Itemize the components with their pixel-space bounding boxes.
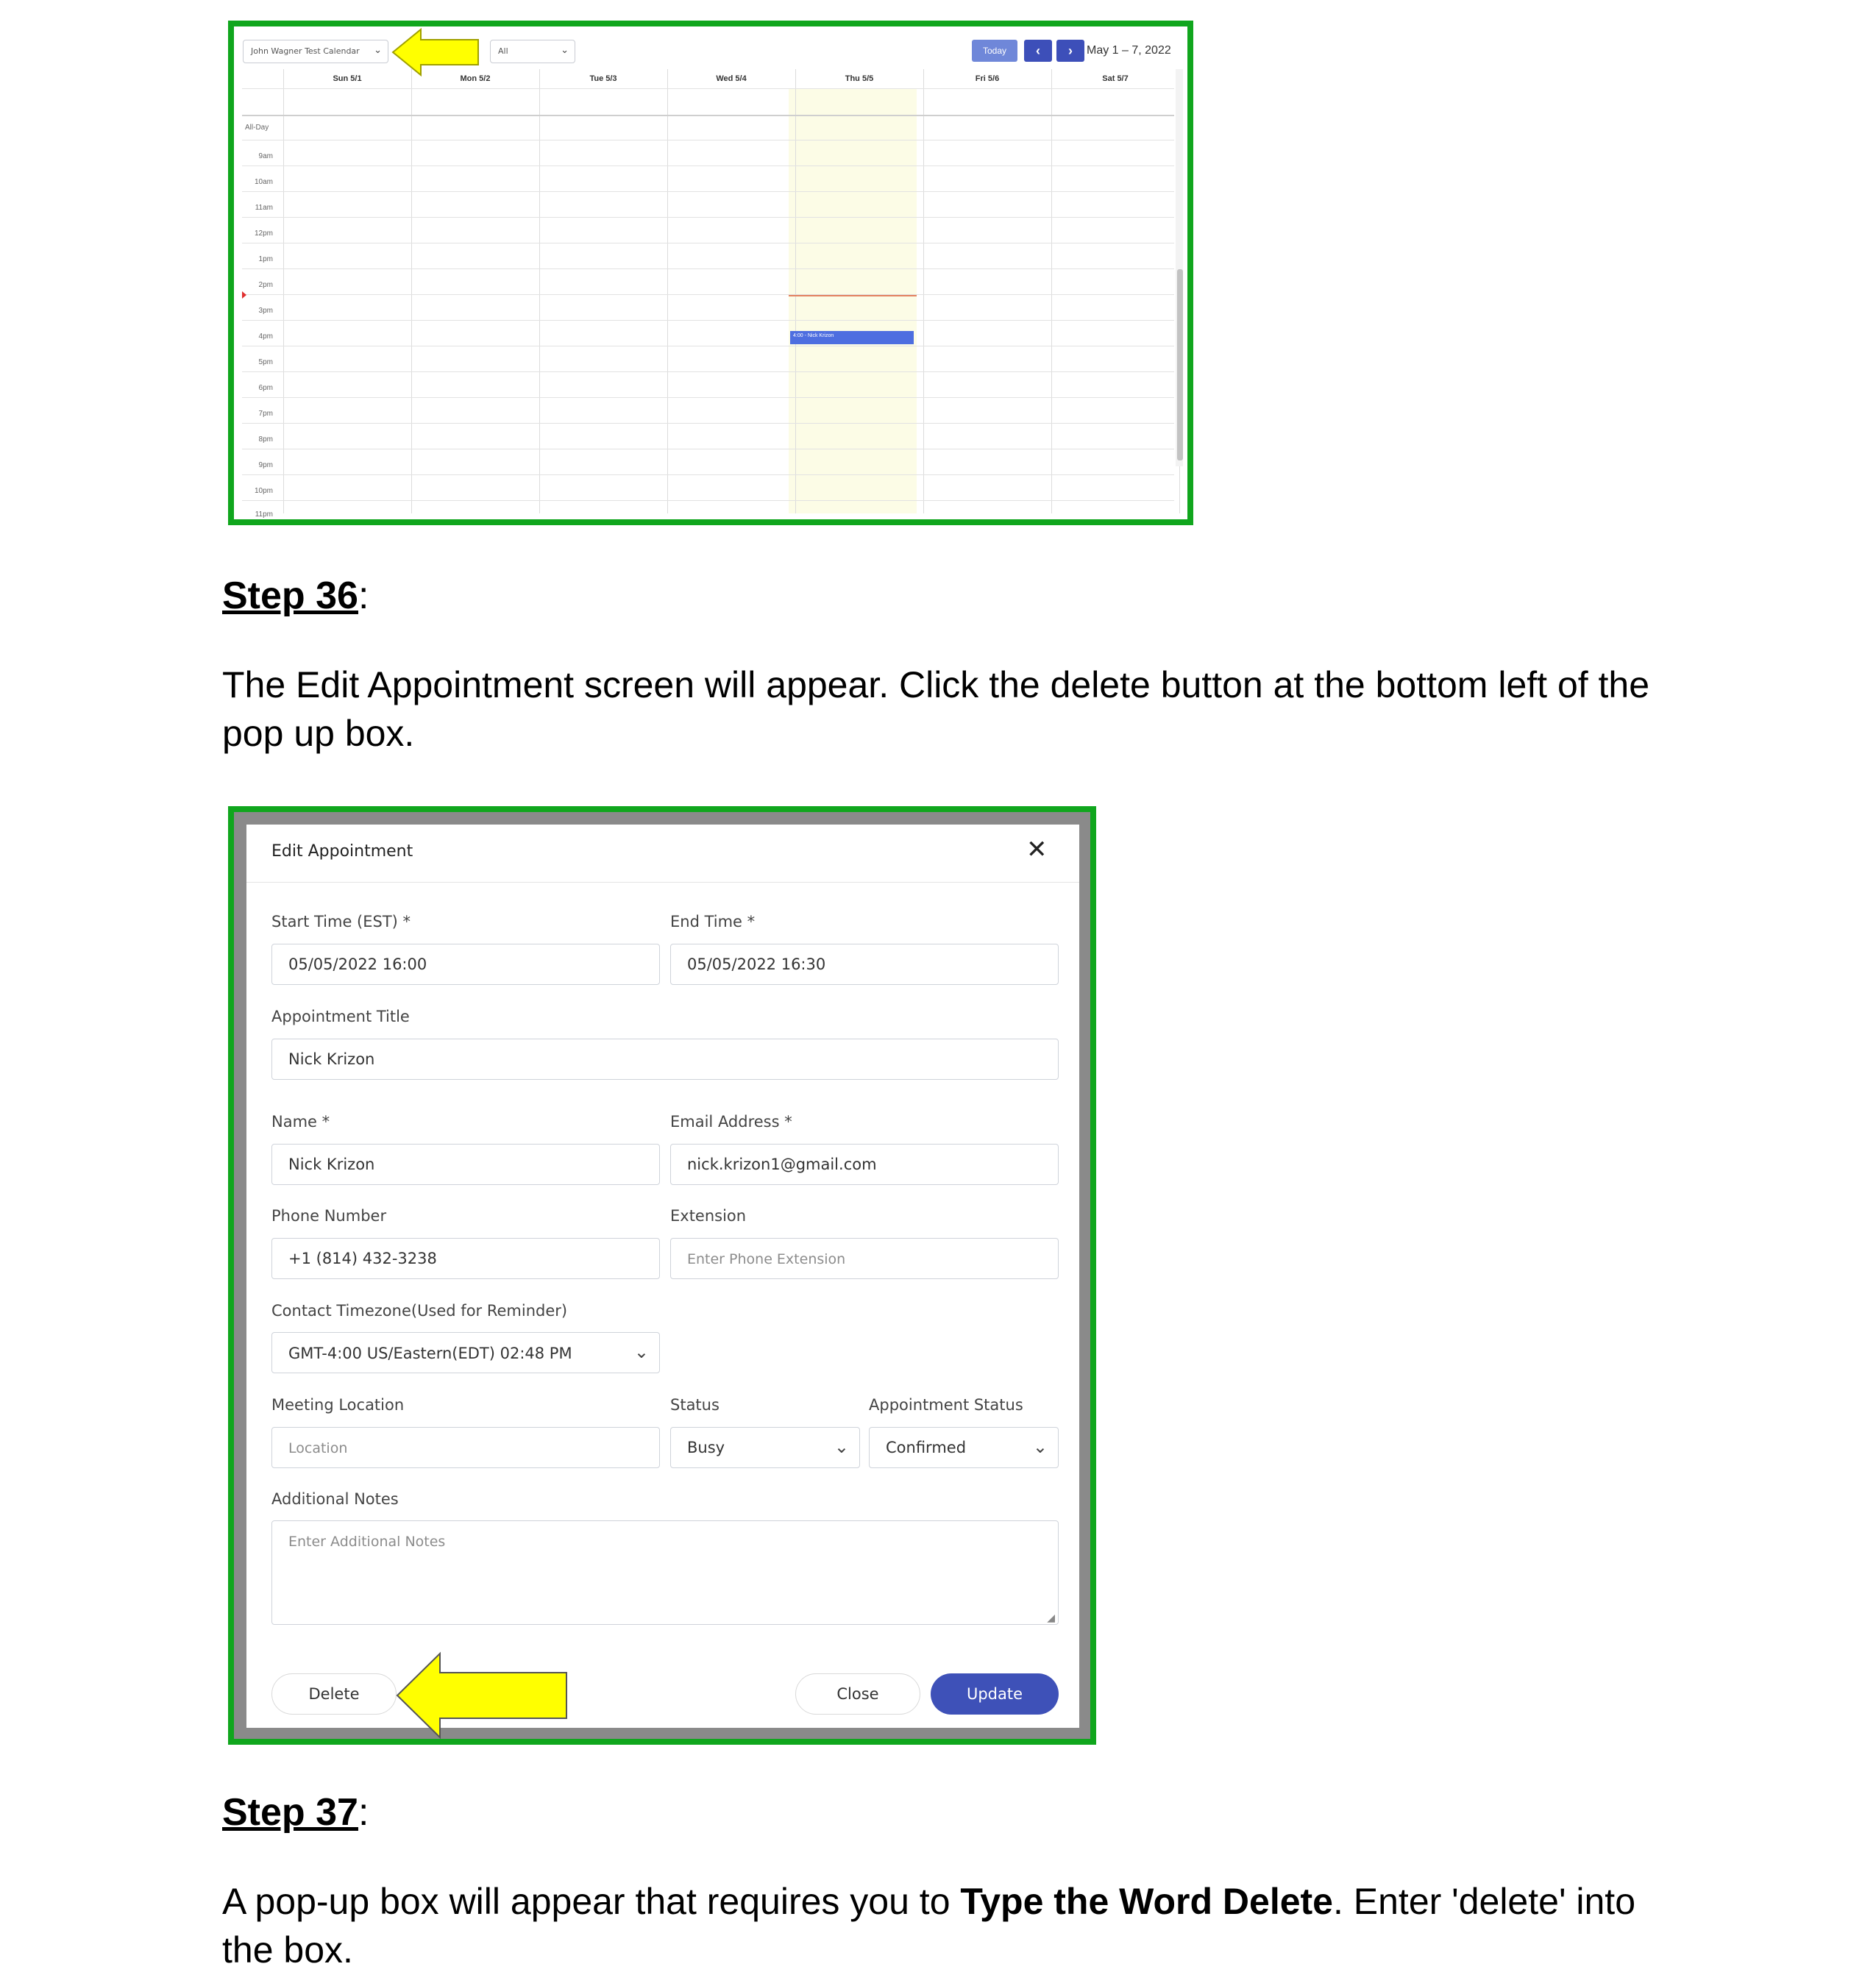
step-37-text-part: A pop-up box will appear that requires you to: [222, 1881, 961, 1922]
grid-line: [242, 115, 1174, 116]
location-input[interactable]: Location: [271, 1427, 660, 1468]
extension-input[interactable]: Enter Phone Extension: [670, 1238, 1059, 1279]
appointment-event[interactable]: 4:00 - Nick Krizon: [790, 331, 914, 344]
step-37-text-bold: Type the Word Delete: [960, 1881, 1333, 1922]
chevron-down-icon: ⌄: [633, 1342, 649, 1362]
hour-label: 11pm: [255, 510, 273, 519]
location-label: Meeting Location: [271, 1396, 405, 1414]
phone-input[interactable]: +1 (814) 432-3238: [271, 1238, 660, 1279]
start-time-input[interactable]: 05/05/2022 16:00: [271, 944, 660, 985]
appointment-status-label: Appointment Status: [869, 1396, 1023, 1414]
hour-label: 5pm: [258, 358, 273, 366]
hour-label: 6pm: [258, 384, 273, 392]
status-value: Busy: [687, 1439, 725, 1456]
grid-line: [242, 217, 1174, 218]
grid-line: [242, 474, 1174, 475]
chevron-down-icon: ⌄: [374, 45, 382, 56]
day-header: Tue 5/3: [589, 74, 617, 83]
current-time-marker-icon: [242, 291, 246, 299]
step-number: Step 37: [222, 1791, 358, 1834]
all-day-label: All-Day: [245, 124, 269, 132]
name-label: Name *: [271, 1113, 330, 1131]
prev-week-button[interactable]: [1024, 40, 1052, 62]
name-input[interactable]: Nick Krizon: [271, 1144, 660, 1185]
hour-label: 11am: [255, 204, 273, 212]
chevron-left-icon: ‹: [1036, 43, 1040, 58]
timezone-value: GMT-4:00 US/Eastern(EDT) 02:48 PM: [288, 1345, 572, 1362]
email-label: Email Address *: [670, 1113, 792, 1131]
grid-line: [242, 294, 1174, 295]
hour-label: 1pm: [258, 255, 273, 263]
grid-line: [283, 69, 284, 513]
step-number: Step 36: [222, 574, 358, 617]
appointment-status-select[interactable]: [869, 1427, 1059, 1468]
hour-label: 9am: [258, 152, 273, 160]
chevron-down-icon: ⌄: [1032, 1437, 1048, 1457]
extension-label: Extension: [670, 1207, 747, 1225]
timezone-label: Contact Timezone(Used for Reminder): [271, 1302, 568, 1320]
phone-label: Phone Number: [271, 1207, 387, 1225]
today-column-highlight: [789, 88, 917, 513]
day-header: Sat 5/7: [1102, 74, 1129, 83]
appointment-title-input[interactable]: Nick Krizon: [271, 1039, 1059, 1080]
grid-line: [539, 69, 540, 513]
status-select[interactable]: [670, 1427, 860, 1468]
grid-line: [1051, 69, 1052, 513]
end-time-input[interactable]: 05/05/2022 16:30: [670, 944, 1059, 985]
start-time-label: Start Time (EST) *: [271, 913, 411, 930]
grid-line: [667, 69, 668, 513]
email-input[interactable]: nick.krizon1@gmail.com: [670, 1144, 1059, 1185]
scrollbar-thumb[interactable]: [1177, 269, 1183, 460]
calendar-screenshot: [228, 21, 1193, 525]
grid-line: [242, 371, 1174, 372]
grid-line: [411, 69, 412, 513]
notes-label: Additional Notes: [271, 1490, 399, 1508]
day-header: Sun 5/1: [333, 74, 362, 83]
filter-select[interactable]: [490, 40, 575, 63]
chevron-right-icon: ›: [1068, 43, 1073, 58]
appointment-status-value: Confirmed: [886, 1439, 967, 1456]
appointment-title-label: Appointment Title: [271, 1008, 410, 1025]
hour-label: 8pm: [258, 435, 273, 444]
grid-line: [923, 69, 924, 513]
today-button[interactable]: Today: [972, 40, 1017, 62]
dialog-title: Edit Appointment: [271, 842, 413, 861]
day-header: Wed 5/4: [716, 74, 747, 83]
hour-label: 7pm: [258, 410, 273, 418]
step-36-heading: Step 36:: [222, 574, 369, 617]
grid-line: [795, 69, 796, 513]
chevron-down-icon: ⌄: [834, 1437, 849, 1457]
date-range-label: May 1 – 7, 2022: [1087, 44, 1171, 57]
edit-appointment-dialog: [246, 825, 1079, 1728]
day-header: Mon 5/2: [460, 74, 491, 83]
next-week-button[interactable]: [1056, 40, 1084, 62]
update-button[interactable]: Update: [931, 1673, 1059, 1715]
hour-label: 10am: [254, 178, 273, 186]
day-header: Fri 5/6: [975, 74, 1000, 83]
hour-label: 3pm: [258, 307, 273, 315]
day-header: Thu 5/5: [845, 74, 874, 83]
step-36-text: The Edit Appointment screen will appear. Click the delete button at the bottom left of the pop up box.: [222, 664, 1650, 754]
notes-textarea[interactable]: [271, 1520, 1059, 1625]
grid-line: [242, 397, 1174, 398]
divider: [246, 882, 1079, 883]
notes-placeholder: Enter Additional Notes: [288, 1534, 446, 1550]
grid-line: [242, 320, 1174, 321]
hour-label: 9pm: [258, 461, 273, 469]
calendar-select[interactable]: [243, 40, 388, 63]
grid-line: [242, 423, 1174, 424]
timezone-select[interactable]: [271, 1332, 660, 1373]
resize-handle-icon[interactable]: ◢: [1047, 1612, 1055, 1624]
hour-label: 4pm: [258, 332, 273, 341]
hour-label: 10pm: [254, 487, 273, 495]
step-37-text-part: . Enter 'delete' into the box.: [222, 1881, 1635, 1971]
status-label: Status: [670, 1396, 720, 1414]
step-37-heading: Step 37:: [222, 1791, 369, 1834]
step-37-text: [222, 1877, 1694, 1974]
filter-select-value: All: [498, 46, 508, 56]
current-time-line: [789, 295, 917, 296]
close-icon[interactable]: ✕: [1026, 835, 1048, 864]
hour-label: 2pm: [258, 281, 273, 289]
chevron-down-icon: ⌄: [561, 45, 569, 56]
grid-line: [242, 191, 1174, 192]
edit-appointment-screenshot: [228, 806, 1096, 1745]
hour-label: 12pm: [254, 229, 273, 238]
yellow-arrow-icon: [394, 1651, 571, 1740]
grid-line: [242, 500, 1174, 501]
grid-line: [242, 268, 1174, 269]
week-grid: [242, 69, 1187, 519]
grid-line: [242, 88, 1174, 89]
calendar-select-value: John Wagner Test Calendar: [251, 46, 360, 56]
end-time-label: End Time *: [670, 913, 756, 930]
delete-button[interactable]: Delete: [271, 1673, 397, 1715]
close-button[interactable]: Close: [795, 1673, 920, 1715]
